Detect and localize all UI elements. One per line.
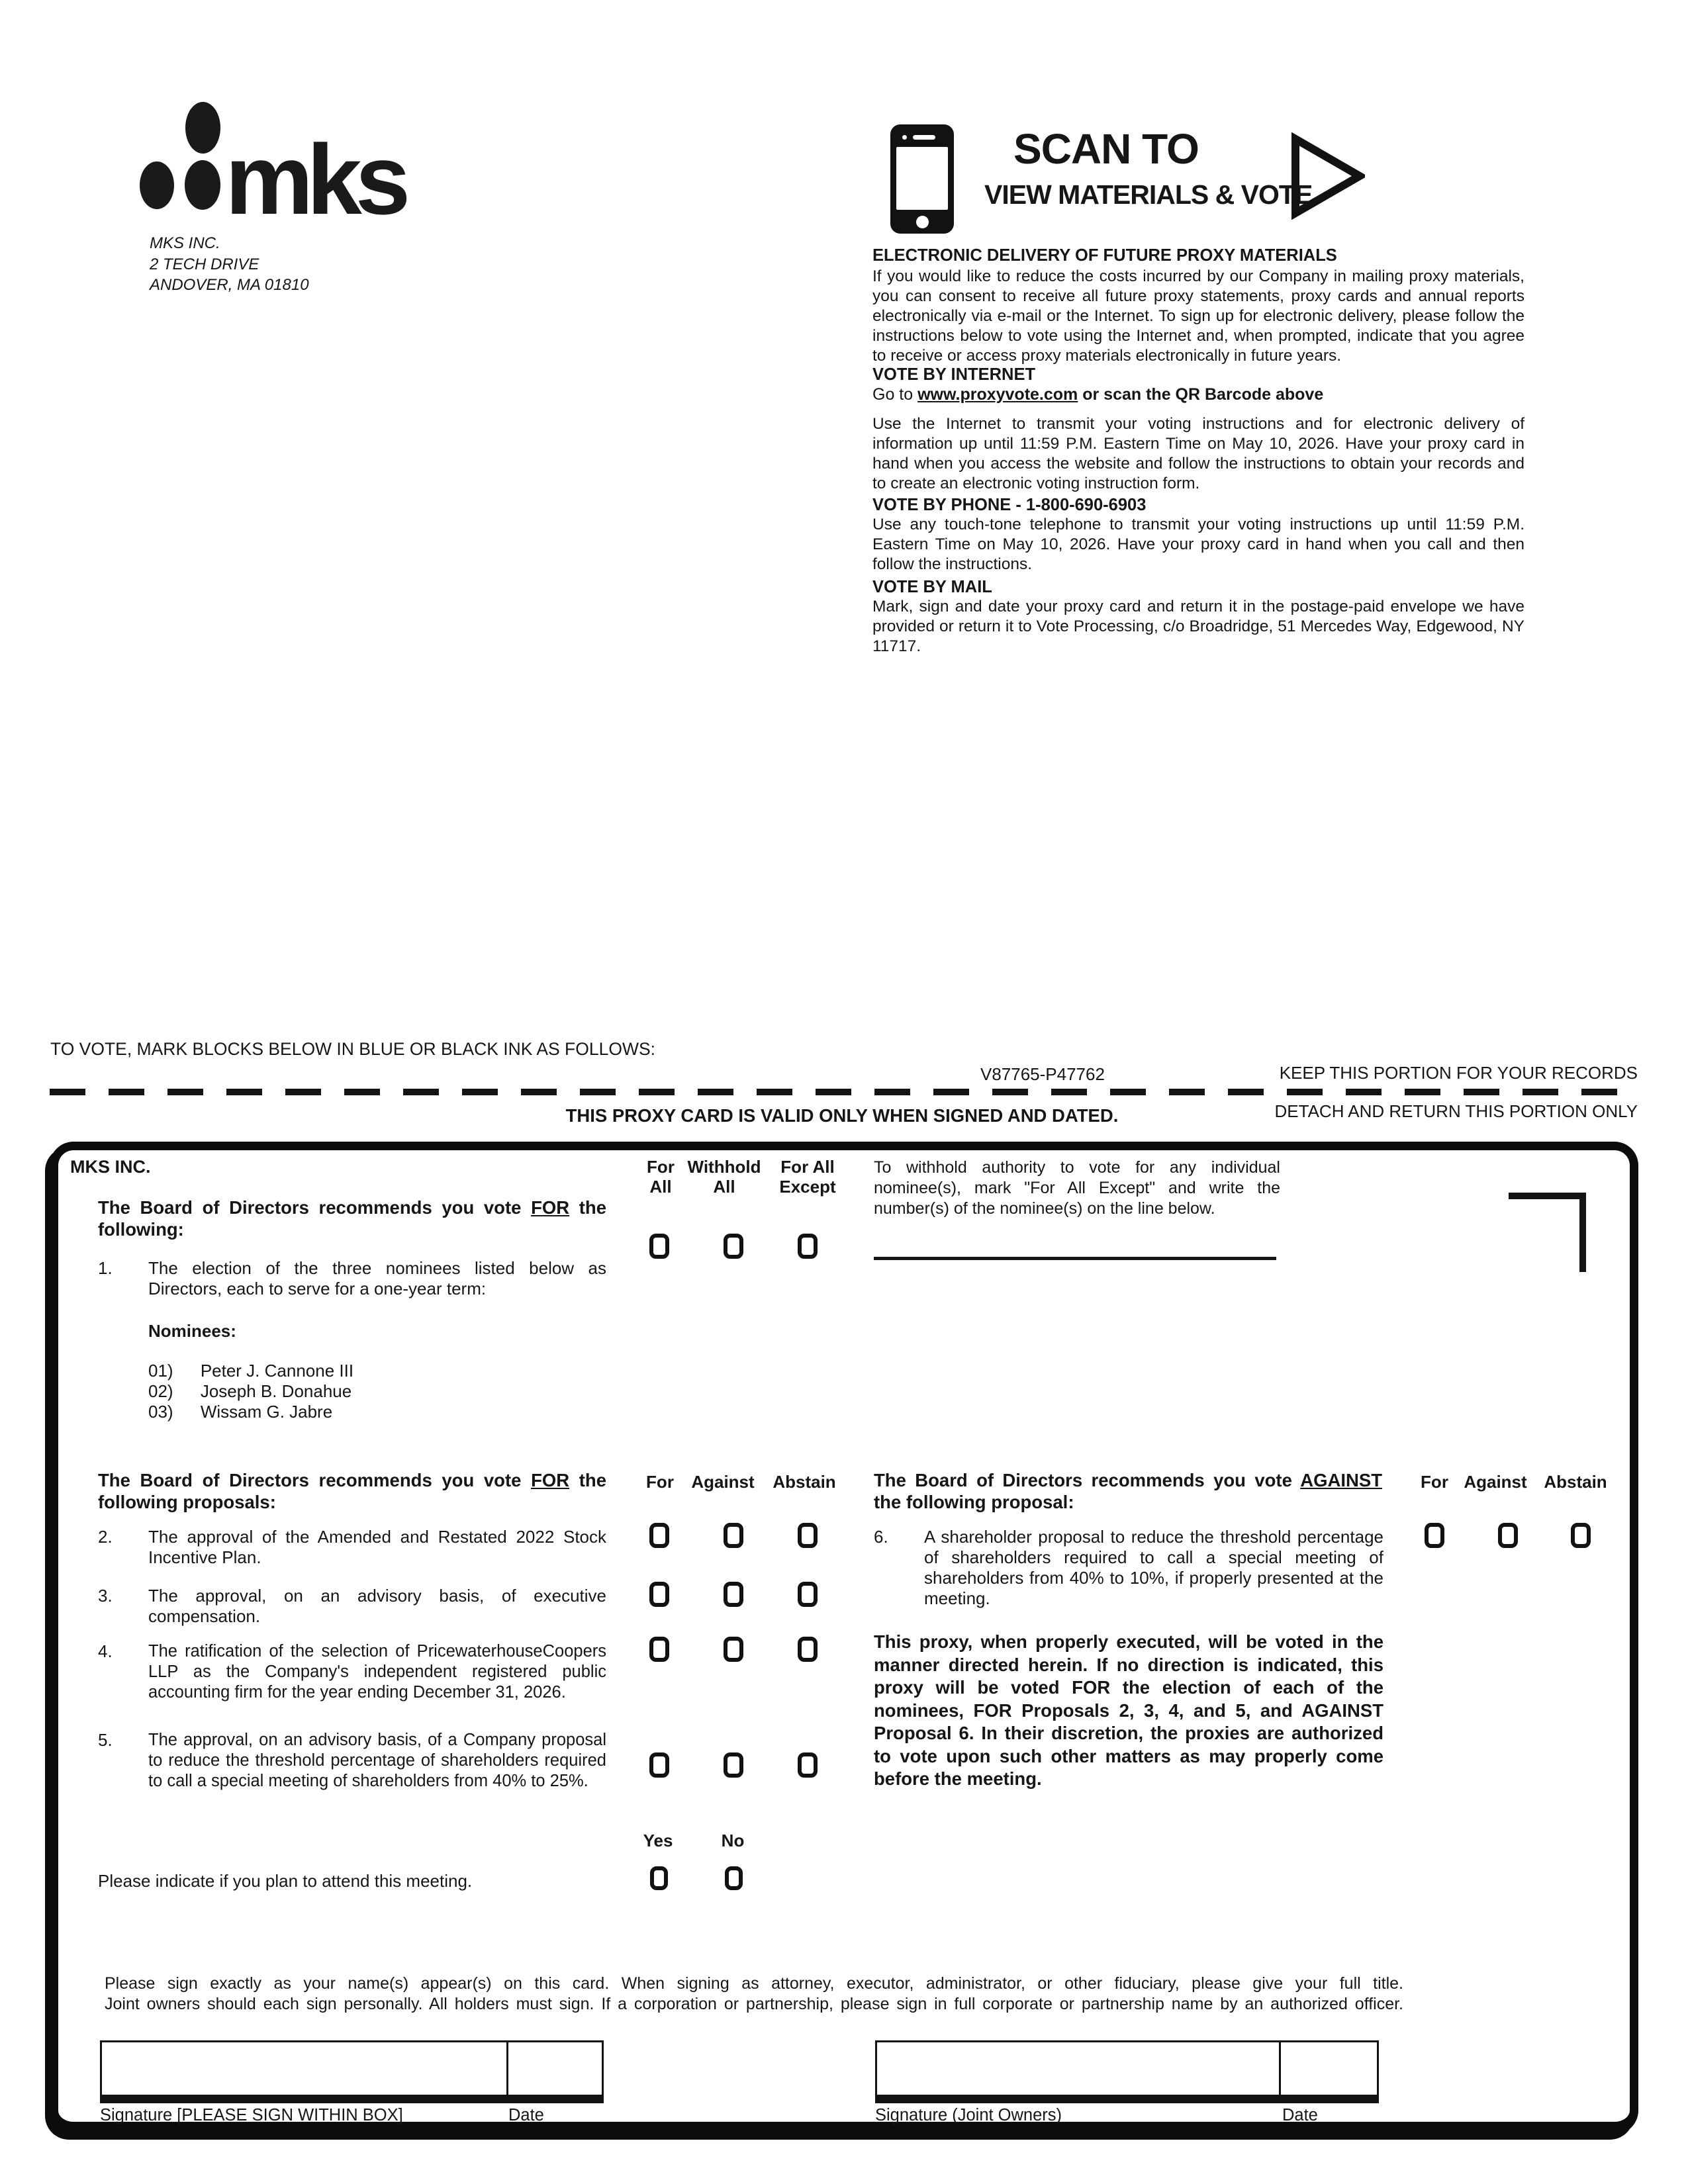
vote-internet-title: VOTE BY INTERNET (872, 365, 1036, 384)
logo-dot-right (185, 160, 220, 210)
address-line: MKS INC. (150, 234, 220, 252)
detach-return-note: DETACH AND RETURN THIS PORTION ONLY (1274, 1101, 1638, 1121)
checkbox-p4-abstain[interactable] (798, 1637, 818, 1662)
recommendation-for-proposals: The Board of Directors recommends you vote FOR the following proposals: (98, 1470, 607, 1512)
nominee-name: Joseph B. Donahue (200, 1381, 352, 1401)
signature-label-primary: Signature [PLEASE SIGN WITHIN BOX] (100, 2106, 403, 2124)
keyword-for: FOR (531, 1470, 570, 1490)
proposal-3-text: The approval, on an advisory basis, of executive compensation. (148, 1586, 606, 1626)
phone-speaker-bar (913, 135, 935, 140)
checkbox-p3-for[interactable] (649, 1582, 669, 1607)
mark-blocks-instruction: TO VOTE, MARK BLOCKS BELOW IN BLUE OR BLACK INK AS FOLLOWS: (50, 1039, 655, 1059)
arrow-triangle-icon (1291, 132, 1365, 220)
col-header-withhold-all: Withhold All (687, 1157, 761, 1197)
signature-date-divider (1279, 2042, 1281, 2095)
edelivery-body: If you would like to reduce the costs incurred by our Company in mailing proxy materials, you can consent to receive all future proxy statements, proxy cards and annual reports electronically via e-mail or the Internet. To sign up for electronic delivery, please follow the instructions below to vote using the Internet and, when prompted, indicate that you agree to receive or access proxy materials electronically in future years. (872, 267, 1524, 365)
withhold-instruction: To withhold authority to vote for any individual nominee(s), mark "For All Except" and write the number(s) of the nominee(s) on the line below. (874, 1158, 1280, 1218)
scan-to-subtitle: VIEW MATERIALS & VOTE (984, 179, 1313, 210)
proposal-1-text: The election of the three nominees listed below as Directors, each to serve for a one-year term: (148, 1258, 606, 1298)
logo-dot-top (185, 102, 220, 154)
nominee-number: 01) (148, 1361, 173, 1381)
col-header-for-right: For (1421, 1472, 1448, 1492)
phone-home-button (916, 216, 929, 228)
nominee-row (148, 1381, 352, 1402)
address-line: ANDOVER, MA 01810 (150, 276, 309, 294)
keyword-for: FOR (531, 1197, 570, 1218)
nominee-row (148, 1361, 353, 1381)
checkbox-p3-against[interactable] (724, 1582, 743, 1607)
nominee-exception-write-in-line[interactable] (874, 1257, 1276, 1260)
checkbox-election-withhold-all[interactable] (724, 1234, 743, 1259)
proposal-5-number: 5. (98, 1730, 113, 1750)
date-label-primary: Date (508, 2106, 544, 2124)
attend-meeting-text: Please indicate if you plan to attend this meeting. (98, 1871, 473, 1891)
recommendation-against: The Board of Directors recommends you vote AGAINST the following proposal: (874, 1470, 1382, 1512)
col-header-for-all-except: For All Except (779, 1157, 836, 1197)
sign-instructions-line: Joint owners should each sign personally. All holders must sign. If a corporation or partnership, please sign in full corporate or partnership name by an authorized officer. (105, 1995, 1403, 2013)
checkbox-p4-against[interactable] (724, 1637, 743, 1662)
corner-mark-vertical (1579, 1193, 1586, 1272)
logo-dot-left (140, 161, 174, 209)
corner-mark-horizontal (1509, 1193, 1586, 1199)
checkbox-p2-against[interactable] (724, 1523, 743, 1548)
proposal-6-text: A shareholder proposal to reduce the threshold percentage of shareholders required to call a special meeting of shareholders from 40% to 10%, if properly presented at the meeting. (924, 1527, 1383, 1608)
checkbox-election-for-all-except[interactable] (798, 1234, 818, 1259)
col-header-against-right: Against (1464, 1472, 1527, 1492)
checkbox-p2-abstain[interactable] (798, 1523, 818, 1548)
keyword-against: AGAINST (1300, 1470, 1382, 1490)
proposal-1-number: 1. (98, 1258, 113, 1278)
edelivery-title: ELECTRONIC DELIVERY OF FUTURE PROXY MATERIALS (872, 246, 1337, 265)
vote-mail-title: VOTE BY MAIL (872, 578, 992, 596)
col-header-abstain: Abstain (773, 1472, 836, 1492)
checkbox-p5-abstain[interactable] (798, 1752, 818, 1778)
proposal-3-number: 3. (98, 1586, 113, 1606)
checkbox-p4-for[interactable] (649, 1637, 669, 1662)
label-no: No (721, 1831, 745, 1850)
label-yes: Yes (643, 1831, 673, 1850)
card-company-name: MKS INC. (70, 1157, 151, 1177)
address-line: 2 TECH DRIVE (150, 255, 259, 273)
vote-phone-body: Use any touch-tone telephone to transmit your voting instructions up until 11:59 P.M. Eastern Time on May 10, 2026. Have your proxy card in hand when you call and then follow the instructions. (872, 516, 1524, 573)
checkbox-p2-for[interactable] (649, 1523, 669, 1548)
checkbox-election-for-all[interactable] (649, 1234, 669, 1259)
nominee-number: 03) (148, 1402, 173, 1422)
recommendation-for-election: The Board of Directors recommends you vote FOR the following: (98, 1197, 607, 1240)
proposal-5-text: The approval, on an advisory basis, of a Company proposal to reduce the threshold percentage of shareholders required to call a special meeting of shareholders from 40% to 25%. (148, 1731, 606, 1790)
col-header-abstain-right: Abstain (1544, 1472, 1607, 1492)
goto-suffix: or scan the QR Barcode above (1078, 385, 1324, 404)
proposal-2-text: The approval of the Amended and Restated 2022 Stock Incentive Plan. (148, 1527, 606, 1567)
checkbox-p6-for[interactable] (1425, 1523, 1444, 1548)
nominee-number: 02) (148, 1381, 173, 1401)
company-address (150, 233, 309, 296)
col-header-against: Against (691, 1472, 755, 1492)
keep-portion-note: KEEP THIS PORTION FOR YOUR RECORDS (1279, 1063, 1638, 1083)
date-label-joint: Date (1282, 2106, 1318, 2124)
checkbox-p6-against[interactable] (1498, 1523, 1518, 1548)
vote-mail-body: Mark, sign and date your proxy card and return it in the postage-paid envelope we have provided or return it to Vote Processing, c/o Broadridge, 51 Mercedes Way, Edgewood, NY 11717. (872, 598, 1524, 655)
nominee-name: Wissam G. Jabre (200, 1402, 333, 1422)
signature-box-joint[interactable] (875, 2040, 1379, 2103)
signature-box-primary[interactable] (100, 2040, 604, 2103)
proxyvote-link[interactable]: www.proxyvote.com (917, 385, 1078, 404)
checkbox-attend-no[interactable] (725, 1866, 743, 1890)
proposal-4-text: The ratification of the selection of PricewaterhouseCoopers LLP as the Company's independent registered public accounting firm for the year ending December 31, 2026. (148, 1642, 606, 1702)
phone-icon (890, 124, 954, 234)
checkbox-p6-abstain[interactable] (1571, 1523, 1591, 1548)
sign-instructions (105, 1974, 1403, 2015)
checkbox-p5-for[interactable] (649, 1752, 669, 1778)
proposal-4-number: 4. (98, 1641, 113, 1661)
nominees-label: Nominees: (148, 1321, 236, 1341)
checkbox-p5-against[interactable] (724, 1752, 743, 1778)
detach-perforation-line (50, 1089, 1637, 1095)
col-header-for-all: For All (647, 1157, 675, 1197)
proposal-6-number: 6. (874, 1527, 888, 1547)
checkbox-attend-yes[interactable] (650, 1866, 668, 1890)
discretion-note: This proxy, when properly executed, will be voted in the manner directed herein. If no direction is indicated, this proxy will be voted FOR the election of each of the nominees, FOR Proposals 2, 3, 4, and 5, and AGAINST Proposal 6. In their discretion, the proxies are authorized to vote upon such other matters as may properly come before the meeting. (874, 1631, 1383, 1789)
logo-wordmark: mks (225, 124, 404, 235)
col-header-for: For (646, 1472, 674, 1492)
checkbox-p3-abstain[interactable] (798, 1582, 818, 1607)
vote-internet-body: Use the Internet to transmit your voting instructions and for electronic delivery of information up until 11:59 P.M. Eastern Time on May 10, 2026. Have your proxy card in hand when you access the website and follow the instructions to obtain your records and to create an electronic voting instruction form. (872, 415, 1524, 492)
phone-screen (896, 147, 948, 210)
nominee-row (148, 1402, 332, 1422)
signature-label-joint: Signature (Joint Owners) (875, 2106, 1062, 2124)
vote-internet-goto (872, 385, 1524, 404)
goto-prefix: Go to (872, 385, 918, 404)
phone-speaker-dot (902, 135, 907, 140)
control-number: V87765-P47762 (980, 1064, 1105, 1084)
sign-instructions-line: Please sign exactly as your name(s) appear(s) on this card. When signing as attorney, executor, administrator, or other fiduciary, please give your full title. (105, 1974, 1403, 1993)
scan-to-title: SCAN TO (1013, 125, 1199, 173)
signature-date-divider (506, 2042, 508, 2095)
proposal-2-number: 2. (98, 1527, 113, 1547)
valid-when-signed-note: THIS PROXY CARD IS VALID ONLY WHEN SIGNED AND DATED. (565, 1105, 1119, 1126)
vote-phone-title: VOTE BY PHONE - 1-800-690-6903 (872, 496, 1147, 514)
nominee-name: Peter J. Cannone III (200, 1361, 354, 1381)
